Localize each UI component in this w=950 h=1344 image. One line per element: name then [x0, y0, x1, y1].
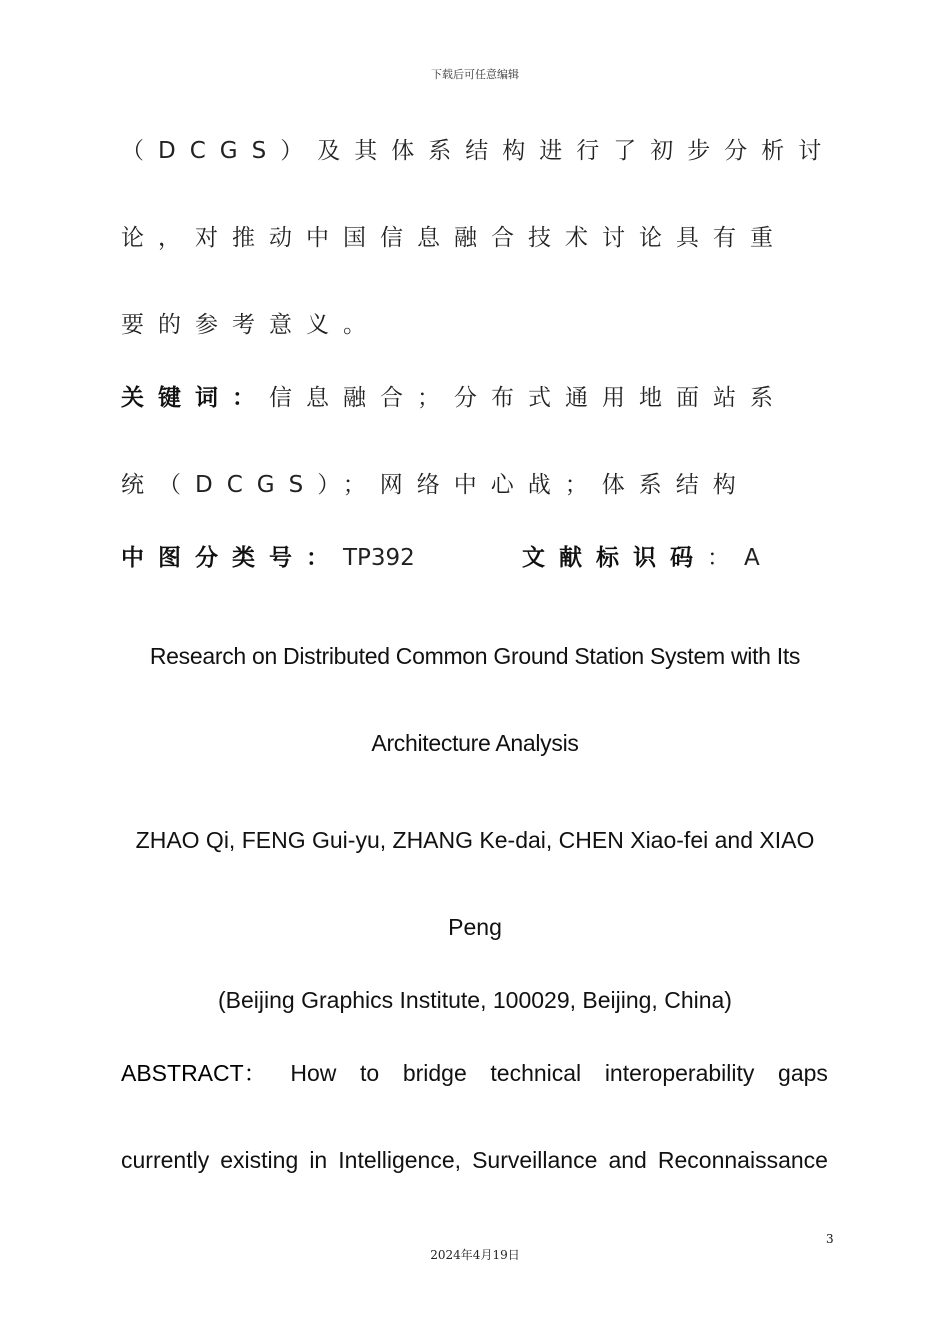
- abstract-word: to: [359, 1060, 380, 1086]
- abstract-word: interoperability: [604, 1060, 755, 1086]
- authors-line-1: ZHAO Qi, FENG Gui-yu, ZHANG Ke-dai, CHEN Xiao-fei and XIAO: [135, 827, 815, 853]
- abstract-word: and: [608, 1147, 647, 1173]
- page-header: 下载后可任意编辑: [431, 68, 519, 81]
- abstract-line-1: [121, 1058, 828, 1088]
- abstract-word: technical: [490, 1060, 582, 1086]
- abstract-label: ABSTRACT：: [121, 1060, 267, 1086]
- abstract-word: How: [290, 1060, 337, 1086]
- abstract-word: bridge: [402, 1060, 467, 1086]
- body-line-2: 论，对推动中国信息融合技术讨论具有重: [121, 225, 787, 251]
- body-line-1: （DCGS）及其体系结构进行了初步分析讨: [121, 138, 836, 164]
- abstract-word: in: [309, 1147, 328, 1173]
- english-title-line-2: Architecture Analysis: [371, 730, 579, 756]
- authors-line-2: Peng: [448, 914, 502, 940]
- clc-label: 中图分类号：: [121, 545, 343, 571]
- doc-code-sep: ：: [707, 545, 744, 571]
- abstract-word: gaps: [778, 1060, 828, 1086]
- doc-code-label: 文献标识码: [522, 545, 707, 571]
- keywords-text-1: 信息融合；分布式通用地面站系: [269, 385, 787, 411]
- classification-line: [121, 543, 415, 573]
- doc-code-line: [522, 543, 774, 573]
- abstract-word: Intelligence,: [338, 1147, 462, 1173]
- english-title-line-1: Research on Distributed Common Ground Station System with Its: [149, 643, 801, 669]
- abstract-word: Surveillance: [472, 1147, 598, 1173]
- keywords-line-2: 统（DCGS）；网络中心战；体系结构: [121, 472, 750, 498]
- keywords-line-1: [121, 383, 787, 413]
- page-number: 3: [826, 1232, 834, 1246]
- abstract-word: currently: [121, 1147, 210, 1173]
- abstract-line-2: [121, 1145, 828, 1175]
- abstract-word: Reconnaissance: [657, 1147, 828, 1173]
- doc-code-value: A: [744, 545, 774, 571]
- affiliation: (Beijing Graphics Institute, 100029, Beijing, China): [218, 987, 732, 1013]
- footer-date: 2024年4月19日: [430, 1248, 520, 1262]
- abstract-word: existing: [220, 1147, 299, 1173]
- keywords-label: 关键词：: [121, 385, 269, 411]
- clc-value: TP392: [343, 545, 415, 571]
- body-line-3: 要的参考意义。: [121, 312, 380, 338]
